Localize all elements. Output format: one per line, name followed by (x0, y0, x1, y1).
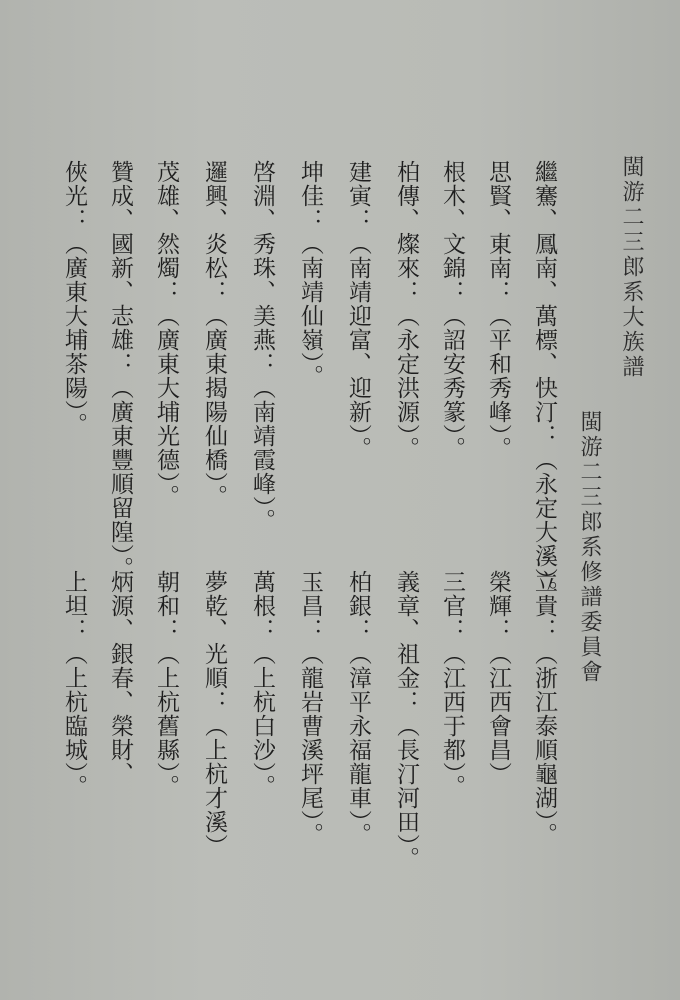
entry-upper: 思賢、東南：（平和秀峰）。 (485, 160, 511, 461)
entry-lower: 朝和：（上杭舊縣）。 (153, 570, 179, 799)
entry-upper: 坤佳：（南靖仙嶺）。 (297, 160, 323, 389)
entry-upper: 柏傳、燦來：（永定洪源）。 (393, 160, 419, 461)
entry-lower: 義章、祖金：（長汀河田）。 (393, 570, 419, 871)
entry-lower: 榮輝：（江西會昌） (485, 570, 511, 786)
entry-lower: 上坦：（上杭臨城）。 (61, 570, 87, 799)
entry-upper: 俠光：（廣東大埔茶陽）。 (61, 160, 87, 437)
entry-lower: 炳源、銀春、榮財、 (107, 570, 133, 786)
entry-upper: 根木、文錦：（詔安秀篆）。 (439, 160, 465, 461)
entry-upper: 贊成、國新、志雄：（廣東豐順留隍）。 (107, 160, 133, 581)
entry-upper: 啓淵、秀珠、美燕：（南靖霞峰）。 (249, 160, 275, 533)
entry-lower: 立貴：（浙江泰順龜湖）。 (531, 570, 557, 847)
entry-lower: 夢乾、光順：（上杭才溪） (201, 570, 227, 858)
entry-lower: 柏銀：（漳平永福龍車）。 (345, 570, 371, 847)
entry-lower: 三官：（江西于都）。 (439, 570, 465, 799)
entry-upper: 建寅：（南靖迎富、迎新）。 (345, 160, 371, 461)
committee-name: 閩游二三郎系修譜委員會 (577, 410, 602, 685)
entry-upper: 茂雄、然燭：（廣東大埔光德）。 (153, 160, 179, 509)
entry-upper: 繼騫、鳳南、萬標、快汀：（永定大溪）。 (531, 160, 557, 605)
book-title: 閩游二三郎系大族譜 (619, 155, 644, 380)
entry-lower: 玉昌：（龍岩曹溪坪尾）。 (297, 570, 323, 847)
entry-lower: 萬根：（上杭白沙）。 (249, 570, 275, 799)
entry-upper: 邏興、炎松：（廣東揭陽仙橋）。 (201, 160, 227, 509)
